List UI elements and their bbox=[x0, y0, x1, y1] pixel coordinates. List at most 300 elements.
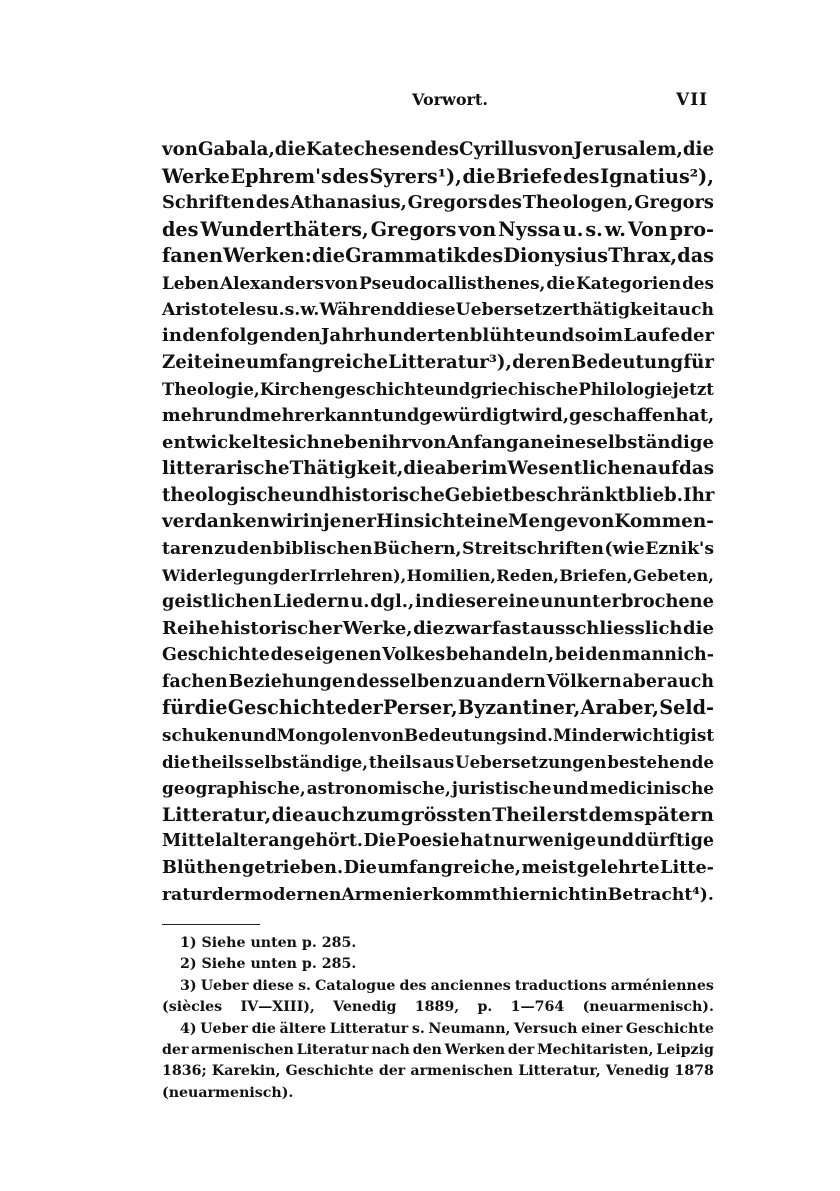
word: hat, bbox=[675, 404, 715, 426]
word: juristische bbox=[451, 778, 552, 799]
body-line bbox=[162, 217, 714, 244]
body-line bbox=[162, 483, 714, 510]
word: Byzantiner, bbox=[457, 696, 581, 720]
word: das bbox=[678, 458, 715, 480]
word: Catalogue bbox=[315, 977, 396, 994]
word: ununterbrochene bbox=[540, 591, 714, 613]
word: spätern bbox=[633, 803, 714, 826]
running-head-title: Vorwort. bbox=[412, 90, 488, 109]
word: Blüthen bbox=[162, 857, 242, 879]
word: IV—XIII), bbox=[240, 999, 315, 1016]
footnote-3-line-2 bbox=[162, 997, 714, 1018]
word: Neumann, bbox=[428, 1020, 511, 1037]
word: in bbox=[162, 325, 182, 347]
word: Völkern bbox=[546, 671, 622, 692]
word: von bbox=[578, 511, 615, 533]
word: wichtig bbox=[621, 725, 691, 746]
word: Anfang bbox=[446, 431, 519, 453]
word: Athanasius, bbox=[290, 192, 407, 214]
word: im bbox=[480, 458, 508, 480]
word: und bbox=[552, 778, 589, 799]
word: die bbox=[546, 272, 576, 293]
word: Jerusalem, bbox=[573, 139, 683, 160]
word: Litteratur bbox=[329, 1020, 409, 1037]
word: Thätigkeit, bbox=[289, 458, 404, 480]
body-line bbox=[162, 749, 714, 776]
word: des bbox=[488, 192, 522, 214]
word: 1878 bbox=[674, 1063, 714, 1080]
footnote-2: 2) Siehe unten p. 285. bbox=[180, 956, 357, 973]
word: Philologie bbox=[578, 379, 673, 400]
body-line bbox=[162, 722, 714, 749]
word: Die bbox=[363, 831, 397, 852]
word: des bbox=[332, 164, 369, 188]
body-line bbox=[162, 376, 714, 403]
word: Jahrhunderten bbox=[321, 325, 470, 347]
word: angehört. bbox=[268, 831, 363, 852]
word: Homilien, bbox=[406, 565, 496, 585]
word: des bbox=[466, 244, 504, 268]
word: w. bbox=[300, 299, 320, 320]
body-line bbox=[162, 509, 714, 536]
body-line bbox=[162, 297, 714, 324]
body-line bbox=[162, 456, 714, 483]
word: die bbox=[162, 751, 191, 772]
word: und bbox=[535, 325, 575, 347]
word: blieb. bbox=[625, 484, 684, 506]
word: Minder bbox=[553, 725, 622, 746]
body-line bbox=[162, 882, 714, 909]
word: Ephrem's bbox=[230, 164, 332, 188]
word: dem bbox=[588, 803, 634, 826]
body-line bbox=[162, 137, 714, 164]
word: Werke, bbox=[342, 617, 413, 639]
word: Dionysius bbox=[503, 244, 609, 268]
word: traductions bbox=[514, 977, 607, 994]
word: von bbox=[410, 431, 447, 453]
word: pro- bbox=[669, 217, 714, 241]
word: Geschichte bbox=[162, 645, 270, 666]
word: Alexanders bbox=[220, 272, 324, 293]
word: Von bbox=[627, 217, 668, 241]
word: die bbox=[682, 139, 715, 160]
word: Perser, bbox=[383, 696, 458, 720]
word: den bbox=[182, 325, 220, 347]
word: Volkes bbox=[382, 645, 446, 666]
word: auch bbox=[666, 671, 714, 692]
word: die bbox=[462, 164, 496, 188]
word: Venedig bbox=[333, 999, 397, 1016]
word: Reden, bbox=[496, 565, 560, 585]
word: Gabala, bbox=[197, 139, 275, 160]
word: Litteratur, bbox=[162, 803, 272, 826]
word: litterarische bbox=[162, 458, 290, 480]
word: des bbox=[270, 645, 304, 666]
body-line bbox=[162, 270, 714, 297]
word: Briefen, bbox=[559, 565, 633, 585]
word: Uebersetzungen bbox=[455, 751, 607, 772]
body-line bbox=[162, 695, 714, 722]
word: nicht bbox=[538, 884, 589, 905]
word: Araber, bbox=[580, 696, 659, 720]
page-header bbox=[0, 90, 840, 114]
word: armenischen bbox=[191, 1041, 294, 1058]
footnotes bbox=[162, 933, 714, 1104]
word: wird, bbox=[519, 404, 569, 426]
word: Ihr bbox=[683, 484, 715, 506]
word: gelehrte bbox=[576, 857, 660, 879]
word: die bbox=[271, 803, 304, 826]
word: astronomische, bbox=[306, 778, 451, 799]
word: von bbox=[537, 139, 574, 160]
word: schuken bbox=[162, 725, 241, 746]
page-number: VII bbox=[676, 90, 709, 110]
word: medicinische bbox=[589, 778, 714, 799]
word: die bbox=[194, 696, 228, 720]
body-text bbox=[162, 137, 714, 908]
word: Geschichte bbox=[285, 1063, 374, 1080]
word: einer bbox=[581, 1020, 623, 1037]
word: Karekin, bbox=[211, 1063, 281, 1080]
footnote-3-line-1 bbox=[162, 976, 714, 997]
word: Litteratur³), bbox=[388, 351, 512, 373]
word: Mongolen bbox=[276, 725, 371, 746]
word: blühte bbox=[469, 325, 536, 347]
word: ausschliesslich bbox=[530, 617, 683, 639]
word: Literatur bbox=[296, 1041, 369, 1058]
word: die bbox=[413, 617, 444, 639]
word: an bbox=[518, 431, 544, 453]
word: s. bbox=[411, 1020, 425, 1037]
word: Eznik's bbox=[645, 538, 714, 559]
word: getrieben. bbox=[241, 857, 344, 879]
word: dürftige bbox=[634, 831, 714, 852]
word: so bbox=[574, 325, 597, 347]
word: erkannt bbox=[303, 404, 382, 426]
word: 1—764 bbox=[510, 999, 565, 1016]
word: Katechesen bbox=[306, 139, 425, 160]
word: verdanken bbox=[162, 511, 271, 533]
word: zwar bbox=[444, 617, 492, 639]
word: Venedig bbox=[605, 1063, 670, 1080]
word: Nyssa bbox=[498, 217, 561, 241]
word: des bbox=[162, 217, 199, 241]
word: geschaffen bbox=[568, 404, 676, 426]
word: jener bbox=[322, 511, 377, 533]
word: Geschichte bbox=[625, 1020, 714, 1037]
body-line bbox=[162, 642, 714, 669]
word: s. bbox=[585, 217, 603, 241]
word: Mechitaristen, bbox=[536, 1041, 654, 1058]
word: dieser bbox=[435, 591, 497, 613]
word: Gebeten, bbox=[633, 565, 714, 585]
word: bestehende bbox=[607, 751, 714, 772]
word: Leipzig bbox=[656, 1041, 714, 1058]
word: Werken bbox=[444, 1041, 506, 1058]
word: Uebersetzerthätigkeit bbox=[455, 299, 668, 320]
word: des bbox=[399, 977, 427, 994]
word: desselben bbox=[356, 671, 453, 692]
body-line bbox=[162, 589, 714, 616]
word: Thrax, bbox=[608, 244, 678, 268]
body-line bbox=[162, 775, 714, 802]
word: zu bbox=[214, 538, 237, 559]
word: die bbox=[274, 139, 306, 160]
body-line bbox=[162, 350, 714, 377]
body-line bbox=[162, 616, 714, 643]
word: Werke bbox=[162, 164, 230, 188]
word: in bbox=[588, 884, 608, 905]
word: aus bbox=[422, 751, 455, 772]
word: biblischen bbox=[272, 538, 373, 559]
footnote-1: 1) Siehe unten p. 285. bbox=[180, 935, 357, 951]
word: geographische, bbox=[162, 778, 306, 799]
word: diese bbox=[252, 977, 294, 994]
word: diese bbox=[405, 299, 456, 320]
word: im bbox=[597, 325, 624, 347]
word: und bbox=[213, 404, 252, 426]
word: der bbox=[378, 1063, 406, 1080]
word: der bbox=[279, 565, 310, 585]
word: Die bbox=[343, 857, 377, 879]
word: auch bbox=[667, 299, 714, 320]
word: griechische bbox=[470, 379, 579, 400]
word: fanen bbox=[162, 244, 223, 268]
word: erst bbox=[546, 803, 588, 826]
word: auch bbox=[304, 803, 356, 826]
word: Gregors bbox=[634, 192, 714, 214]
word: Theil bbox=[492, 803, 547, 826]
word: Leben bbox=[162, 272, 220, 293]
word: von bbox=[162, 139, 198, 160]
word: fast bbox=[491, 617, 530, 639]
word: 1836; bbox=[162, 1063, 207, 1080]
word: s. bbox=[284, 299, 301, 320]
body-line bbox=[162, 164, 714, 191]
word: den bbox=[236, 538, 273, 559]
word: taren bbox=[162, 538, 214, 559]
word: arméniennes bbox=[610, 977, 714, 994]
word: und bbox=[292, 484, 332, 506]
word: s. bbox=[298, 977, 311, 994]
word: des bbox=[682, 272, 714, 293]
word: Litte- bbox=[660, 857, 714, 879]
word: Ueber bbox=[200, 977, 249, 994]
word: Kategorien bbox=[576, 272, 682, 293]
word: modernen bbox=[243, 884, 342, 905]
word: Syrers¹), bbox=[369, 164, 462, 188]
word: Bedeutung bbox=[571, 351, 684, 373]
word: aber bbox=[622, 671, 667, 692]
word: fachen bbox=[162, 671, 228, 692]
word: Schriften bbox=[162, 192, 255, 214]
word: 1889, bbox=[414, 999, 460, 1016]
word: und bbox=[434, 379, 471, 400]
word: und bbox=[596, 831, 635, 852]
word: zum bbox=[355, 803, 401, 826]
body-line bbox=[162, 243, 714, 270]
word: von bbox=[458, 217, 497, 241]
word: Wesentlichen bbox=[507, 458, 646, 480]
word: Theologie, bbox=[162, 379, 260, 400]
body-line bbox=[162, 430, 714, 457]
word: eine bbox=[543, 431, 587, 453]
word: von bbox=[324, 272, 359, 293]
word: Büchern, bbox=[373, 538, 462, 559]
word: die bbox=[683, 617, 714, 639]
word: w. bbox=[604, 217, 626, 241]
word: jetzt bbox=[672, 379, 714, 400]
word: in bbox=[302, 511, 323, 533]
word: mehr bbox=[251, 404, 304, 426]
word: dgl., bbox=[370, 591, 415, 613]
word: der bbox=[211, 884, 244, 905]
footnote-4-line-4: (neuarmenisch). bbox=[162, 1084, 294, 1101]
word: behandeln, bbox=[445, 645, 555, 666]
word: Seld- bbox=[659, 696, 714, 720]
word: andern bbox=[476, 671, 546, 692]
word: das bbox=[677, 244, 714, 268]
word: u. bbox=[350, 591, 370, 613]
body-line bbox=[162, 828, 714, 855]
word: Werken: bbox=[222, 244, 312, 268]
word: Poesie bbox=[396, 831, 460, 852]
word: Bedeutung bbox=[404, 725, 508, 746]
word: des bbox=[424, 139, 459, 160]
word: des bbox=[563, 164, 600, 188]
word: selbständige bbox=[586, 431, 714, 453]
footnote-separator bbox=[162, 924, 260, 925]
word: Armenier bbox=[341, 884, 432, 905]
word: Während bbox=[319, 299, 406, 320]
word: Wunderthäters, bbox=[200, 217, 369, 241]
word: hier bbox=[499, 884, 539, 905]
body-line bbox=[162, 403, 714, 430]
word: der bbox=[680, 325, 714, 347]
word: armenischen bbox=[410, 1063, 514, 1080]
word: bei bbox=[554, 645, 585, 666]
word: historische bbox=[331, 484, 445, 506]
word: für bbox=[162, 696, 195, 720]
word: der bbox=[347, 696, 383, 720]
word: Gebiet bbox=[444, 484, 512, 506]
word: umfangreiche, bbox=[377, 857, 521, 879]
word: eine bbox=[464, 511, 509, 533]
body-line bbox=[162, 669, 714, 696]
word: eigenen bbox=[304, 645, 382, 666]
word: Geschichte bbox=[227, 696, 347, 720]
word: grössten bbox=[400, 803, 492, 826]
word: p. bbox=[477, 999, 493, 1016]
word: den bbox=[412, 1041, 442, 1058]
word: Aristoteles bbox=[162, 299, 267, 320]
word: Zeit bbox=[162, 351, 203, 373]
word: folgenden bbox=[219, 325, 321, 347]
word: Ueber bbox=[200, 1020, 248, 1037]
footnote-4-line-1 bbox=[162, 1019, 714, 1040]
word: Hinsicht bbox=[376, 511, 465, 533]
word: eine bbox=[202, 351, 246, 373]
word: und bbox=[381, 404, 420, 426]
word: (wie bbox=[604, 538, 645, 559]
word: nach bbox=[371, 1041, 410, 1058]
word: selbständige, bbox=[244, 751, 369, 772]
word: sich bbox=[278, 431, 320, 453]
word: Grammatik bbox=[345, 244, 467, 268]
body-line bbox=[162, 536, 714, 563]
word: Versuch bbox=[514, 1020, 578, 1037]
word: von bbox=[370, 725, 405, 746]
word: Irrlehren), bbox=[309, 565, 407, 585]
footnote-4-line-3 bbox=[162, 1061, 714, 1082]
word: meist bbox=[521, 857, 577, 879]
word: theils bbox=[368, 751, 422, 772]
word: auf bbox=[645, 458, 679, 480]
word: (neuarmenisch). bbox=[582, 999, 714, 1016]
body-line bbox=[162, 323, 714, 350]
word: (siècles bbox=[162, 999, 223, 1016]
word: umfangreiche bbox=[246, 351, 388, 373]
word: Streitschriften bbox=[462, 538, 604, 559]
word: Kirchengeschichte bbox=[259, 379, 435, 400]
word: und bbox=[240, 725, 277, 746]
word: 3) bbox=[180, 977, 197, 994]
word: u. bbox=[562, 217, 584, 241]
word: Mittelalter bbox=[162, 831, 268, 852]
body-line bbox=[162, 855, 714, 882]
word: mehr bbox=[162, 404, 214, 426]
word: u. bbox=[266, 299, 285, 320]
word: Cyrillus bbox=[459, 139, 538, 160]
word: die bbox=[312, 244, 345, 268]
word: eine bbox=[497, 591, 540, 613]
word: wir bbox=[270, 511, 303, 533]
word: Reihe bbox=[162, 617, 220, 639]
word: neben bbox=[319, 431, 382, 453]
word: historischer bbox=[220, 617, 343, 639]
word: Ignatius²), bbox=[600, 164, 714, 188]
word: Pseudocallisthenes, bbox=[359, 272, 546, 293]
footnote-4-line-2 bbox=[162, 1040, 714, 1061]
word: ältere bbox=[279, 1020, 327, 1037]
word: der bbox=[162, 1041, 189, 1058]
word: geistlichen bbox=[162, 591, 273, 613]
word: ihr bbox=[381, 431, 411, 453]
word: Menge bbox=[508, 511, 579, 533]
word: Gregors bbox=[370, 217, 457, 241]
word: anciennes bbox=[430, 977, 511, 994]
body-line bbox=[162, 190, 714, 217]
word: Beziehungen bbox=[228, 671, 356, 692]
word: in bbox=[414, 591, 435, 613]
word: ratur bbox=[162, 884, 212, 905]
word: Theologen, bbox=[522, 192, 634, 214]
word: mannich- bbox=[621, 645, 714, 666]
word: der bbox=[507, 1041, 535, 1058]
word: hat bbox=[460, 831, 493, 852]
word: gewürdigt bbox=[419, 404, 520, 426]
body-line bbox=[162, 563, 714, 590]
word: ist bbox=[690, 725, 715, 746]
word: sind. bbox=[507, 725, 553, 746]
word: aber bbox=[434, 458, 481, 480]
word: zu bbox=[453, 671, 477, 692]
word: Litteratur, bbox=[518, 1063, 601, 1080]
word: Widerlegung bbox=[162, 565, 279, 585]
word: theils bbox=[191, 751, 244, 772]
word: Liedern bbox=[272, 591, 350, 613]
word: kommt bbox=[431, 884, 500, 905]
